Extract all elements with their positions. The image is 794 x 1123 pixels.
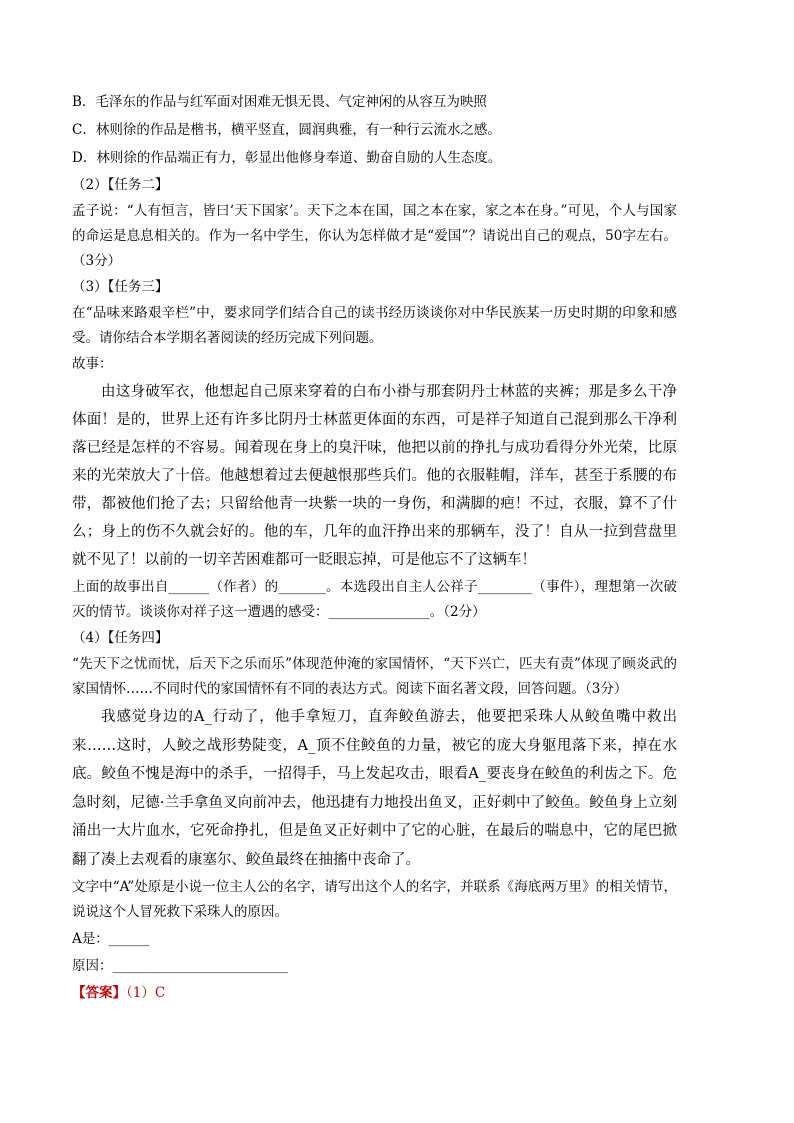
task3-heading: （3）【任务三】 xyxy=(72,279,169,295)
answer-label: 【答案】 xyxy=(72,985,126,1001)
answer-value: （1）C xyxy=(126,985,166,1001)
option-d: D．林则徐的作品端正有力，彰显出他修身奉道、勤奋自励的人生态度。 xyxy=(72,150,502,166)
task4-subquestion: 文字中“A”处原是小说一位主人公的名字，请写出这个人的名字，并联系《海底两万里》的相关情节，说说这个人冒死救下采珠人的原因。 xyxy=(72,879,677,920)
task3-question: 在“品味来路艰辛栏”中，要求同学们结合自己的读书经历谈谈你对中华民族某一历史时期的印象和感受。请你结合本学期名著阅读的经历完成下列问题。 xyxy=(72,305,677,346)
task2-question: 孟子说：“人有恒言，皆曰‘天下国家’。天下之本在国，国之本在家，家之本在身。”可见，个人与国家的命运是息息相关的。作为一名中学生，你认为怎样做才是“爱国”？请说出自己的观点，50字左右。（3分） xyxy=(72,203,677,269)
document-page xyxy=(72,90,677,1006)
answer-a-line: A是：______ xyxy=(72,931,150,947)
story-passage: 由这身破军衣，他想起自己原来穿着的白布小褂与那套阴丹士林蓝的夹裤；那是多么干净体面！是的，世界上还有许多比阴丹士林蓝更体面的东西，可是祥子知道自己混到那么干净利落已经是怎样的不容易。闻着现在身上的臭汗味，他把以前的挣扎与成功看得分外光荣，比原来的光荣放大了十倍。他越想着过去便越恨那些兵们。他的衣服鞋帽，洋车，甚至于系腰的布带，都被他们抢了去；只留给他青一块紫一块的一身伤，和满脚的疤！不过，衣服，算不了什么；身上的伤不久就会好的。他的车，几年的血汗挣出来的那辆车，没了！自从一拉到营盘里就不见了！以前的一切辛苦困难都可一眨眼忘掉，可是他忘不了这辆车！ xyxy=(72,384,677,568)
answer-line xyxy=(72,981,677,1006)
reason-line: 原因：__________________________ xyxy=(72,958,288,974)
option-c: C．林则徐的作品是楷书，横平竖直，圆润典雅，有一种行云流水之感。 xyxy=(72,122,501,138)
task4-question: “先天下之忧而忧，后天下之乐而乐”体现范仲淹的家国情怀，“天下兴亡，匹夫有责”体现了顾炎武的家国情怀……不同时代的家国情怀有不同的表达方式。阅读下面名著文段，回答问题。（3分） xyxy=(72,656,677,697)
task4-heading: （4）【任务四】 xyxy=(72,630,169,646)
story-label: 故事： xyxy=(72,356,113,372)
option-b: B．毛泽东的作品与红军面对困难无惧无畏、气定神闲的从容互为映照 xyxy=(72,94,487,110)
task3-fill-in: 上面的故事出自______（作者）的_______。本选段出自主人公祥子________（事件），理想第一次破灭的情节。谈谈你对祥子这一遭遇的感受：_______________。（2分） xyxy=(72,579,677,620)
task2-heading: （2）【任务二】 xyxy=(72,177,169,193)
story2-passage: 我感觉身边的A_行动了，他手拿短刀，直奔鲛鱼游去，他要把采珠人从鲛鱼嘴中救出来……这时，人鲛之战形势陡变，A_顶不住鲛鱼的力量，被它的庞大身躯甩落下来，掉在水底。鲛鱼不愧是海中的杀手，一招得手，马上发起攻击，眼看A_要丧身在鲛鱼的利齿之下。危急时刻，尼德·兰手拿鱼叉向前冲去，他迅捷有力地投出鱼叉，正好刺中了鲛鱼。鲛鱼身上立刻涌出一大片血水，它死命挣扎，但是鱼叉正好刺中了它的心脏，在最后的喘息中，它的尾巴掀翻了凑上去观看的康塞尔、鲛鱼最终在抽搐中丧命了。 xyxy=(72,709,677,868)
